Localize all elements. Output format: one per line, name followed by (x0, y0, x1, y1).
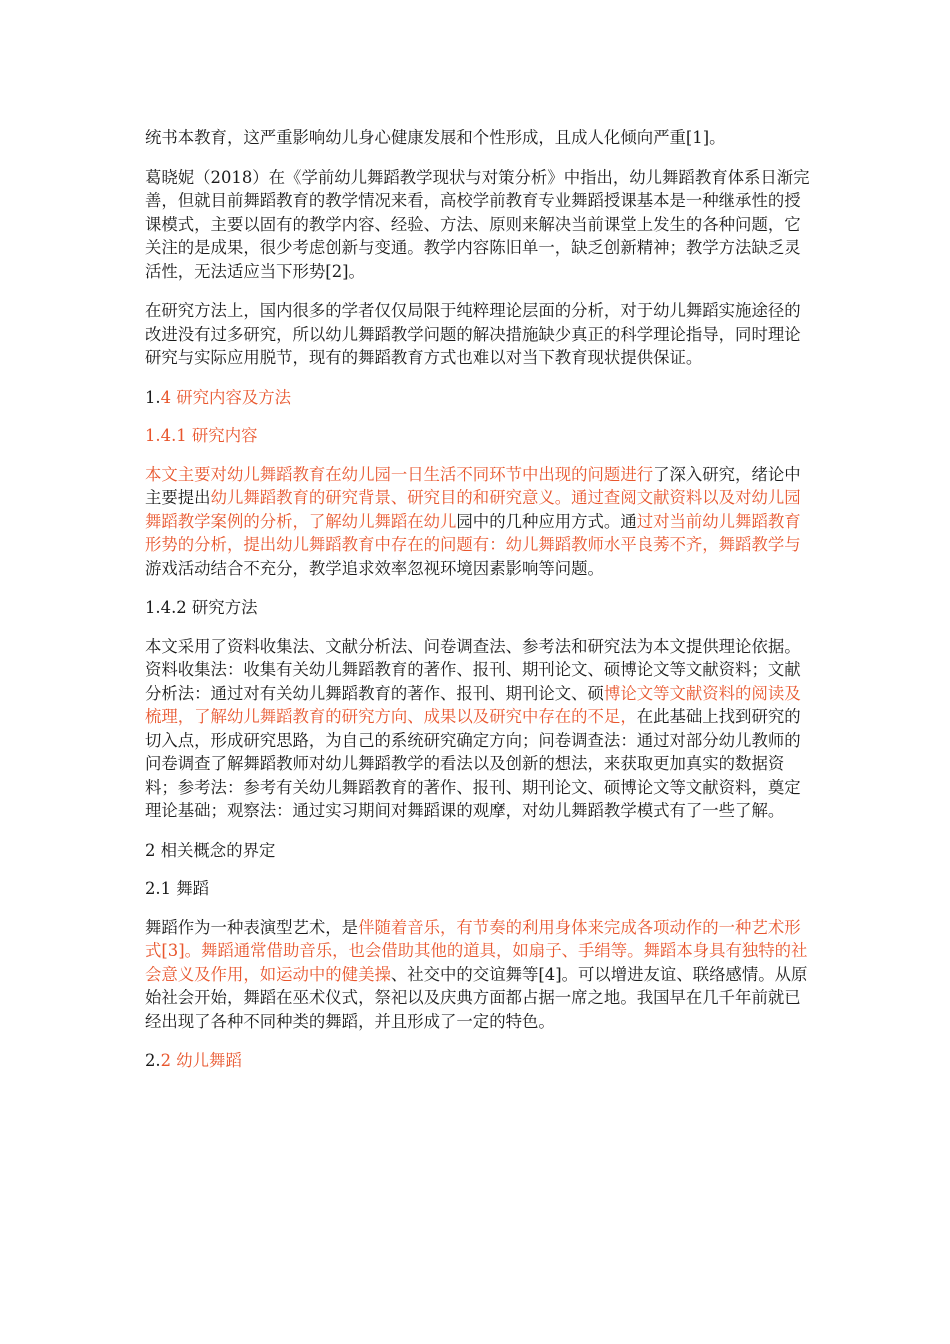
heading-1-4-1: 1.4.1 研究内容 (145, 426, 258, 445)
text-span: 在此基础上找到研究的切入点，形成研究思路，为自己的系统研究确定方向；问卷调查法：通过对部分幼儿教师的问卷调查了解舞蹈教师对幼儿舞蹈教学的看法以及创新的想法，来获取更加真实的数据资料；参考法：参考有关幼儿舞蹈教育的著作、报刊、期刊论文、硕博论文等文献资料，奠定理论基础；观察法：通过实习期间对舞蹈课的观摩，对幼儿舞蹈教学模式有了一些了解。 (145, 707, 801, 820)
highlight-span: 本文主要对幼儿舞蹈教育在幼儿园一日生活不同环节中出现的问题进行 (145, 464, 654, 484)
text-span: 本文采用了资料收集法、文献分析法、问卷调查法、参考法和研究法为本文提供理论依据。资料收集法：收集有关幼儿舞蹈教育的著作、报刊、期刊论文、硕博论文等文献资料；文献分析法：通过对有关幼儿舞蹈教育的著作、报刊、期刊论文、硕 (145, 636, 801, 703)
paragraph-literature-review: 葛晓妮（2018）在《学前幼儿舞蹈教学现状与对策分析》中指出，幼儿舞蹈教育体系日渐完善，但就目前舞蹈教育的教学情况来看，高校学前教育专业舞蹈授课基本是一种继承性的授课模式，主要以固有的教学内容、经验、方法、原则来解决当前课堂上发生的各种问题，它关注的是成果，很少考虑创新与变通。教学内容陈旧单一，缺乏创新精神；教学方法缺乏灵活性，无法适应当下形势[2]。 (145, 167, 810, 281)
heading-2-2 (145, 1049, 810, 1073)
text-span: 、社交中的交谊舞等[4]。可以增进友谊、联络感情。从原始社会开始，舞蹈在巫术仪式，祭祀以及庆典方面都占据一席之地。我国早在几千年前就已经出现了各种不同种类的舞蹈，并且形成了一定的特色。 (145, 964, 808, 1031)
text-span: 了深入研究，绪论中主要提出 (145, 464, 801, 507)
heading-1-4-prefix: 1. (145, 387, 161, 407)
text-span: 园中的几种应用方式。通 (456, 511, 637, 531)
heading-1-4-2: 1.4.2 研究方法 (145, 598, 258, 617)
heading-1-4 (145, 386, 810, 410)
paragraph-dance-definition (145, 916, 810, 1034)
heading-2-2-prefix: 2. (145, 1051, 161, 1070)
paragraph-research-method (145, 635, 810, 823)
heading-2: 2 相关概念的界定 (145, 840, 276, 860)
paragraph-research-methods-gap: 在研究方法上，国内很多的学者仅仅局限于纯粹理论层面的分析，对于幼儿舞蹈实施途径的改进没有过多研究，所以幼儿舞蹈教学问题的解决措施缺少真正的科学理论指导，同时理论研究与实际应用脱节，现有的舞蹈教育方式也难以对当下教育现状提供保证。 (145, 301, 801, 367)
document-body (145, 126, 810, 1088)
paragraph-continued: 统书本教育，这严重影响幼儿身心健康发展和个性形成，且成人化倾向严重[1]。 (145, 128, 726, 147)
highlight-span: 幼儿舞蹈教育的研究背景、研究目的和研究意义。通过查阅文献资料以及对幼儿园舞蹈教学案例的分析，了解幼儿舞蹈在幼儿 (145, 488, 801, 531)
heading-2-2-title: 2 幼儿舞蹈 (160, 1051, 242, 1070)
highlight-span: 博论文等文献资料的阅读及梳理，了解幼儿舞蹈教育的研究方向、成果以及研究中存在的不足， (145, 683, 801, 726)
heading-1-4-title: 4 研究内容及方法 (160, 387, 292, 407)
text-span: 舞蹈作为一种表演型艺术，是 (145, 917, 359, 937)
heading-2-1: 2.1 舞蹈 (145, 879, 210, 898)
highlight-span: 伴随着音乐，有节奏的利用身体来完成各项动作的一种艺术形式[3]。舞蹈通常借助音乐，也会借助其他的道具，如扇子、手绢等。舞蹈本身具有独特的社会意义及作用，如运动中的健美操 (145, 917, 808, 984)
paragraph-research-content (145, 463, 810, 581)
text-span: 游戏活动结合不充分，教学追求效率忽视环境因素影响等问题。 (145, 558, 604, 578)
highlight-span: 过对当前幼儿舞蹈教育形势的分析，提出幼儿舞蹈教育中存在的问题有：幼儿舞蹈教师水平良莠不齐，舞蹈教学与 (145, 511, 801, 554)
